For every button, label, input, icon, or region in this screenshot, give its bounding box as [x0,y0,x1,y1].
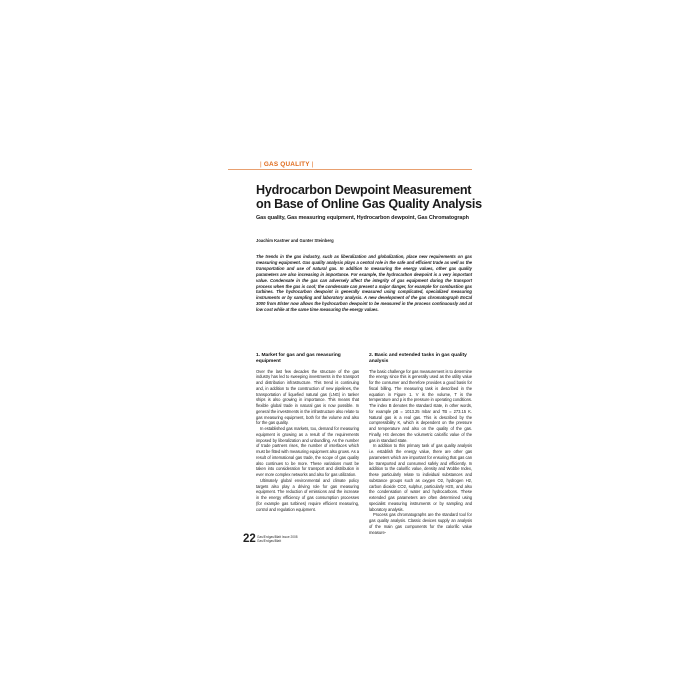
article-title-line-2: on Base of Online Gas Quality Analysis [256,197,482,212]
right-column-paragraph-1: The basic challenge for gas measurement is to determine the energy since this is generally used as the utility value for the consumer and therefore provides a good basis for fiscal billing. The measuring task is described in the equation in Figure 1. V is the volume, T is the temperature and p is the pressure in operating conditions. The index B denotes the standard state, in other words, for example pB = 1013.25 mbar and TB = 273.15 K. Natural gas is a real gas. This is described by the compressibility K, which is dependent on the pressure and temperature and also on the quality of the gas. Finally, HS denotes the volumetric calorific value of the gas in standard state. [369,368,472,443]
article-title [256,183,496,212]
left-column-paragraph-3: Ultimately global environmental and climate policy targets also play a driving role for gas measuring equipment. The reduction of emissions and the increase in the energy efficiency of gas consumption processes (for example gas turbines) require efficient measuring, control and regulation equipment. [256,477,359,512]
section-tag-label: GAS QUALITY [263,161,310,168]
article-authors: Joachim Kastner and Gunter Steinberg [256,238,334,243]
left-column-paragraph-1: Over the last few decades the structure of the gas industry has led to sweeping investments in the transport and distribution infrastructure. This trend is continuing and, in addition to the construction of new pipelines, the transportation of liquefied natural gas (LNG) in tanker ships is also growing in importance. This means that flexible global trade in natural gas is now possible. In general the investments in the infrastructure also relate to gas measuring equipment, both for the volume and also for the gas quality. [256,368,359,426]
article-abstract: The trends in the gas industry, such as liberalization and globalization, place new requirements on gas measuring equipment. Gas quality analysis plays a central role in the safe and efficient trade as well as the transportation and use of natural gas. In addition to measuring the energy values, other gas quality parameters are also increasing in importance. For example, the hydrocarbon dewpoint is a very important value. Condensate in the gas can adversely affect the integrity of gas equipment during the transport process when the gas is cool; the condensate can present a major danger, for example for combustion gas turbines. The hydrocarbon dewpoint is generally measured using complicated, specialized measuring instruments or by sampling and laboratory analysis. A new development of the gas chromatograph EnCal 3000 from Elster now allows the hydrocarbon dewpoint to be measured in the process continuously and at low cost while at the same time measuring the energy values. [256,254,472,313]
journal-line-1: Gas/Erdgas/Blatt Issue 2008 [257,535,298,539]
section-tag-bar-right: | [311,161,314,168]
left-column-heading: 1. Market for gas and gas measuring equipment [256,353,341,364]
page-number: 22 [243,533,256,545]
section-tag [258,161,315,168]
section-rule [228,169,472,170]
article-keywords: Gas quality, Gas measuring equipment, Hydrocarbon dewpoint, Gas Chromatograph [256,215,469,221]
right-column-paragraph-3: Process gas chromatographs are the standard tool for gas quality analysis. Classic devices supply an analysis of the main gas components for the calorific value measure- [369,512,472,535]
journal-info [257,535,298,543]
left-column [256,353,359,512]
left-column-paragraph-2: In established gas markets, too, demand for measuring equipment is growing as a result of the requirements imposed by liberalization and unbundling. As the number of trade partners rises, the number of interfaces which must be fitted with measuring equipment also grows. As a result of international gas trade, the scope of gas quality also continues to be more. These variations must be taken into consideration for transport and distribution in ever more complex networks and also for gas utilization. [256,426,359,478]
section-tag-bar-left: | [260,161,262,168]
right-column [369,353,472,535]
article-title-line-1: Hydrocarbon Dewpoint Measurement [256,183,472,197]
right-column-paragraph-2: In addition to this primary task of gas quality analysis i.e. establish the energy value, there are other gas parameters which are important for ensuring that gas can be transported and consumed safely and efficiently. In addition to the calorific value, density and Wobbe Index, these particularly relate to individual substances and substance groups such as oxygen O2, hydrogen H2, carbon dioxide CO2, sulphur, particularly H2S, and also the condensation of water and hydrocarbons. These extended gas parameters are often determined using specialist measuring instruments or by sampling and laboratory analysis. [369,443,472,512]
journal-line-2: Gas/Erdgas/Blatt [257,539,282,543]
right-column-heading: 2. Basic and extended tasks in gas quality analysis [369,353,467,364]
